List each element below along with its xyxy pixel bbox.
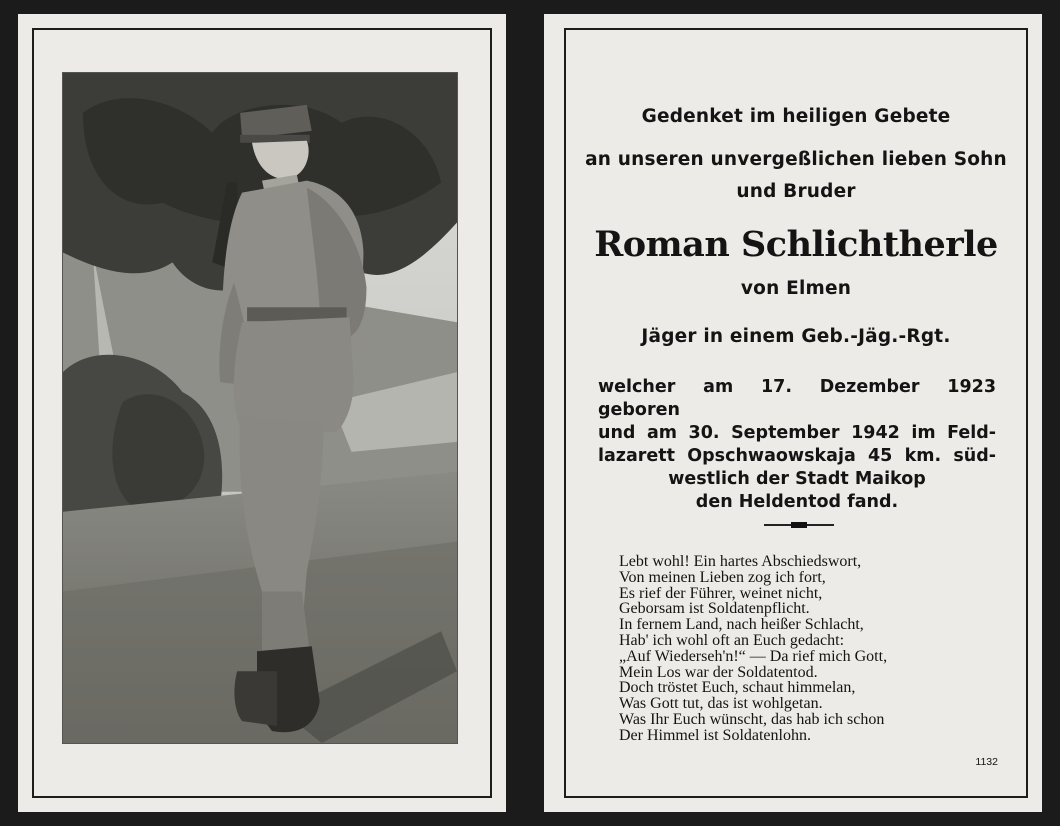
poem-line: „Auf Wiederseh'n!“ — Da rief mich Gott, — [619, 647, 888, 665]
poem-line: Geborsam ist Soldatenpflicht. — [619, 600, 810, 618]
print-code: 1132 — [975, 756, 998, 768]
heading-line-3: und Bruder — [736, 181, 856, 202]
text-panel — [564, 28, 1028, 798]
poem-line: Hab' ich wohl oft an Euch gedacht: — [619, 631, 845, 649]
heading-line-1: Gedenket im heiligen Gebete — [641, 106, 951, 127]
poem-line: Was Gott tut, das ist wohlgetan. — [619, 695, 823, 713]
bio-line: welcher am 17. Dezember 1923 geboren — [598, 377, 996, 420]
poem-line: Der Himmel ist Soldatenlohn. — [619, 726, 811, 744]
poem — [619, 554, 999, 744]
poem-line: Lebt wohl! Ein hartes Abschiedswort, — [619, 553, 862, 570]
heading-line-2: an unseren unvergeßlichen lieben Sohn — [585, 149, 1007, 170]
photo-card — [18, 14, 506, 812]
origin-line: von Elmen — [740, 278, 852, 299]
poem-line: Es rief der Führer, weinet nicht, — [619, 584, 823, 602]
bio-line: und am 30. September 1942 im Feld- — [598, 423, 996, 443]
poem-line: Was Ihr Euch wünscht, das hab ich schon — [619, 710, 885, 728]
poem-line: Doch tröstet Euch, schaut himmelan, — [619, 679, 856, 697]
bio-line: westlich der Stadt Maikop — [668, 469, 926, 489]
poem-line: Von meinen Lieben zog ich fort, — [619, 568, 826, 586]
ornamental-divider — [764, 524, 834, 526]
text-card — [544, 14, 1042, 812]
bio-line: den Heldentod fand. — [695, 492, 899, 512]
rank-line: Jäger in einem Geb.-Jäg.-Rgt. — [641, 326, 951, 347]
soldier-photo — [62, 72, 458, 744]
poem-line: In fernem Land, nach heißer Schlacht, — [619, 616, 864, 634]
bio-paragraph — [598, 376, 996, 514]
deceased-name: Roman Schlichtherle — [594, 224, 998, 265]
poem-line: Mein Los war der Soldatentod. — [619, 663, 818, 681]
bio-line: lazarett Opschwaowskaja 45 km. süd- — [598, 446, 996, 466]
